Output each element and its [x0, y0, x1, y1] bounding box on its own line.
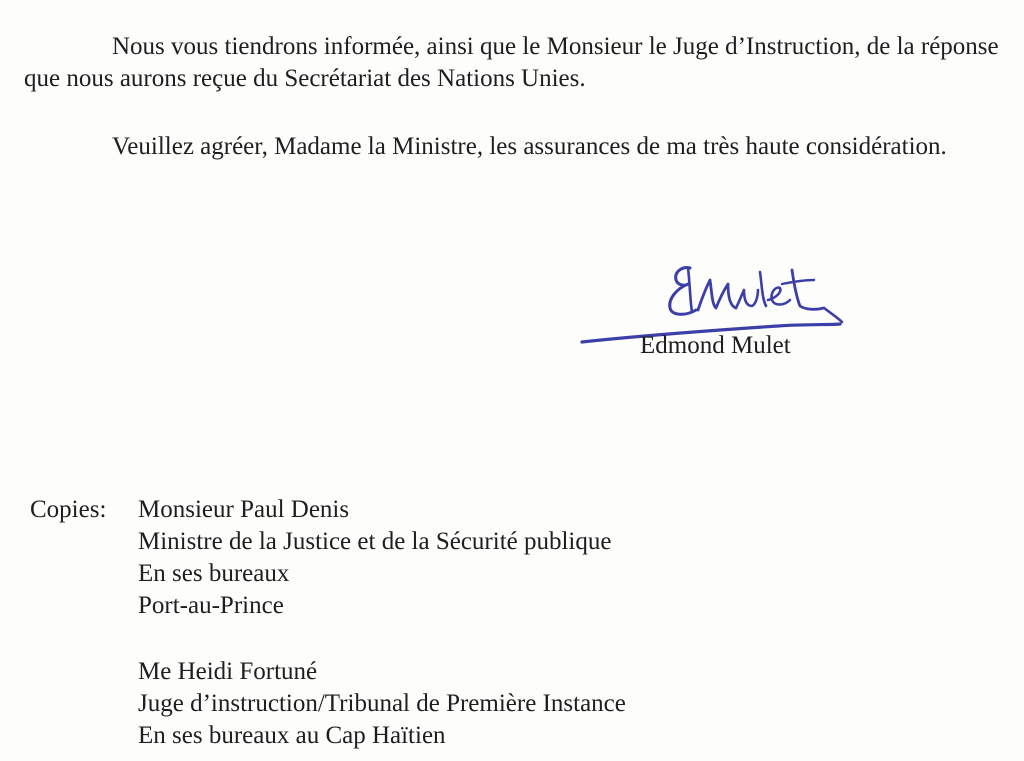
signature-block [578, 254, 848, 364]
recipient-title: Juge d’instruction/Tribunal de Première Instance [138, 690, 626, 717]
recipient-name: Monsieur Paul Denis [138, 496, 350, 523]
closing-paragraph-response [24, 31, 1014, 95]
copies-label: Copies: [30, 496, 107, 523]
signer-name: Edmond Mulet [640, 332, 791, 359]
closing-paragraph-response-text: Nous vous tiendrons informée, ainsi que le Monsieur le Juge d’Instruction, de la réponse que nous aurons reçue du Secrétariat des Nations Unies. [24, 33, 999, 92]
copy-recipient [138, 494, 611, 622]
recipient-office: En ses bureaux [138, 560, 290, 587]
recipient-location: Port-au-Prince [138, 592, 284, 619]
recipient-name: Me Heidi Fortuné [138, 658, 318, 685]
recipient-title: Ministre de la Justice et de la Sécurité publique [138, 528, 612, 555]
closing-paragraph-salutation-text: Veuillez agréer, Madame la Ministre, les assurances de ma très haute considération. [112, 133, 947, 160]
closing-paragraph-salutation [24, 131, 1014, 163]
copy-recipient [138, 656, 626, 752]
recipient-office: En ses bureaux au Cap Haïtien [138, 722, 446, 749]
